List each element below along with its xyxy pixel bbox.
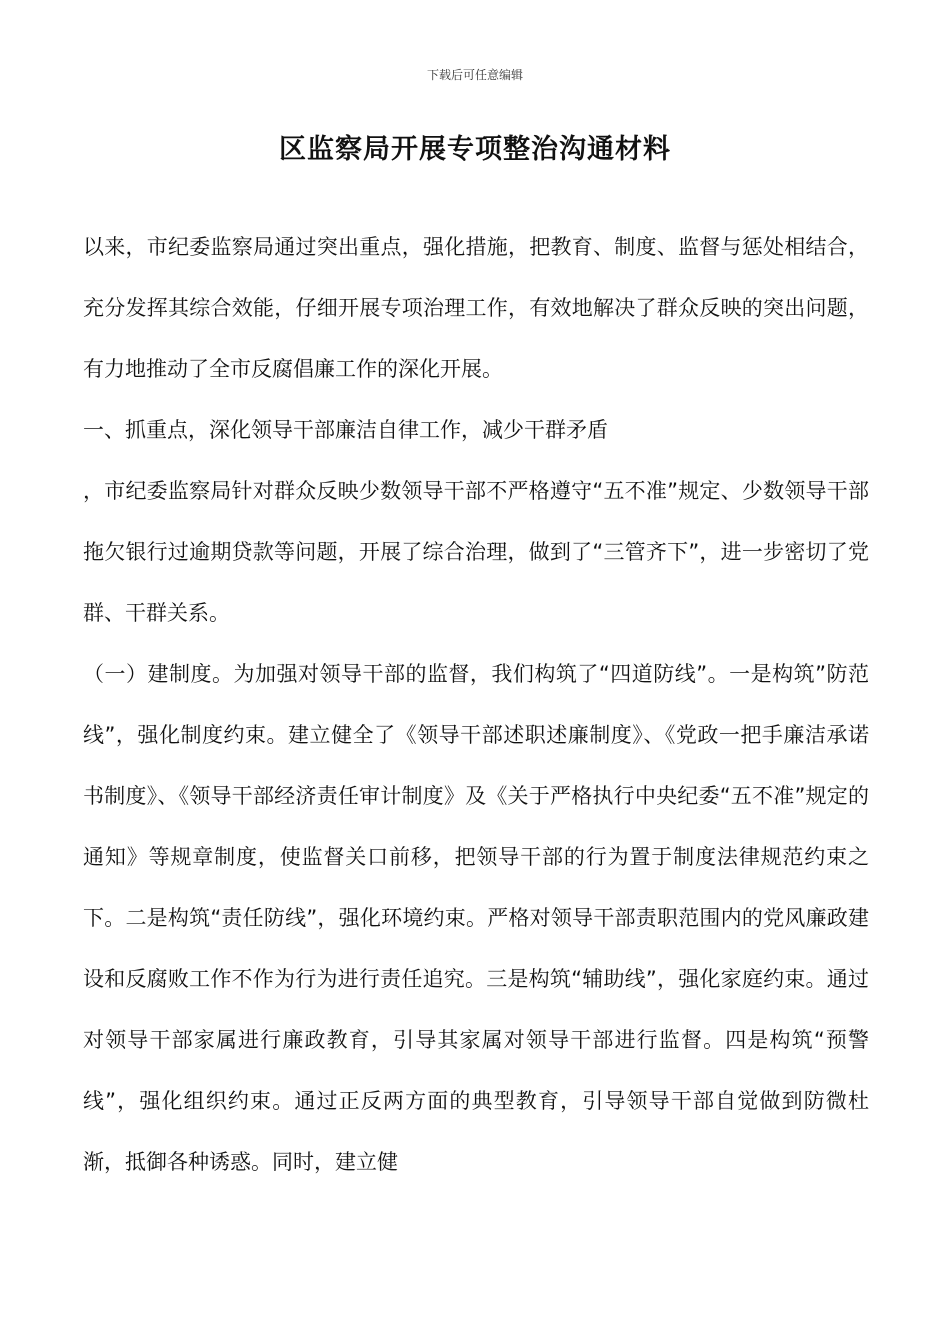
paragraph-subsection-1: （一）建制度。为加强对领导干部的监督，我们构筑了“四道防线”。一是构筑”防范线”，强化制度约束。建立健全了《领导干部述职述廉制度》、《党政一把手廉洁承诺书制度》、《领导干部经济责任审计制度》及《关于严格执行中央纪委“五不准”规定的通知》等规章制度，使监督关口前移，把领导干部的行为置于制度法律规范约束之下。二是构筑“责任防线”，强化环境约束。严格对领导干部责职范围内的党风廉政建设和反腐败工作不作为行为进行责任追究。三是构筑“辅助线”，强化家庭约束。通过对领导干部家属进行廉政教育，引导其家属对领导干部进行监督。四是构筑“预警线”，强化组织约束。通过正反两方面的典型教育，引导领导干部自觉做到防微杜渐，抵御各种诱惑。同时，建立健 xyxy=(83,662,869,1174)
document-body xyxy=(83,217,869,1193)
document-title: 区监察局开展专项整治沟通材料 xyxy=(279,134,671,165)
section-heading-1: 一、抓重点，深化领导干部廉洁自律工作，减少干群矛盾 xyxy=(83,418,608,442)
header-note: 下载后可任意编辑 xyxy=(426,68,523,82)
paragraph-section-1: ，市纪委监察局针对群众反映少数领导干部不严格遵守“五不准”规定、少数领导干部拖欠银行过逾期贷款等问题，开展了综合治理，做到了“三管齐下”，进一步密切了党群、干群关系。 xyxy=(83,479,869,625)
paragraph-intro: 以来，市纪委监察局通过突出重点，强化措施，把教育、制度、监督与惩处相结合，充分发挥其综合效能，仔细开展专项治理工作，有效地解决了群众反映的突出问题，有力地推动了全市反腐倡廉工作的深化开展。 xyxy=(83,235,869,381)
